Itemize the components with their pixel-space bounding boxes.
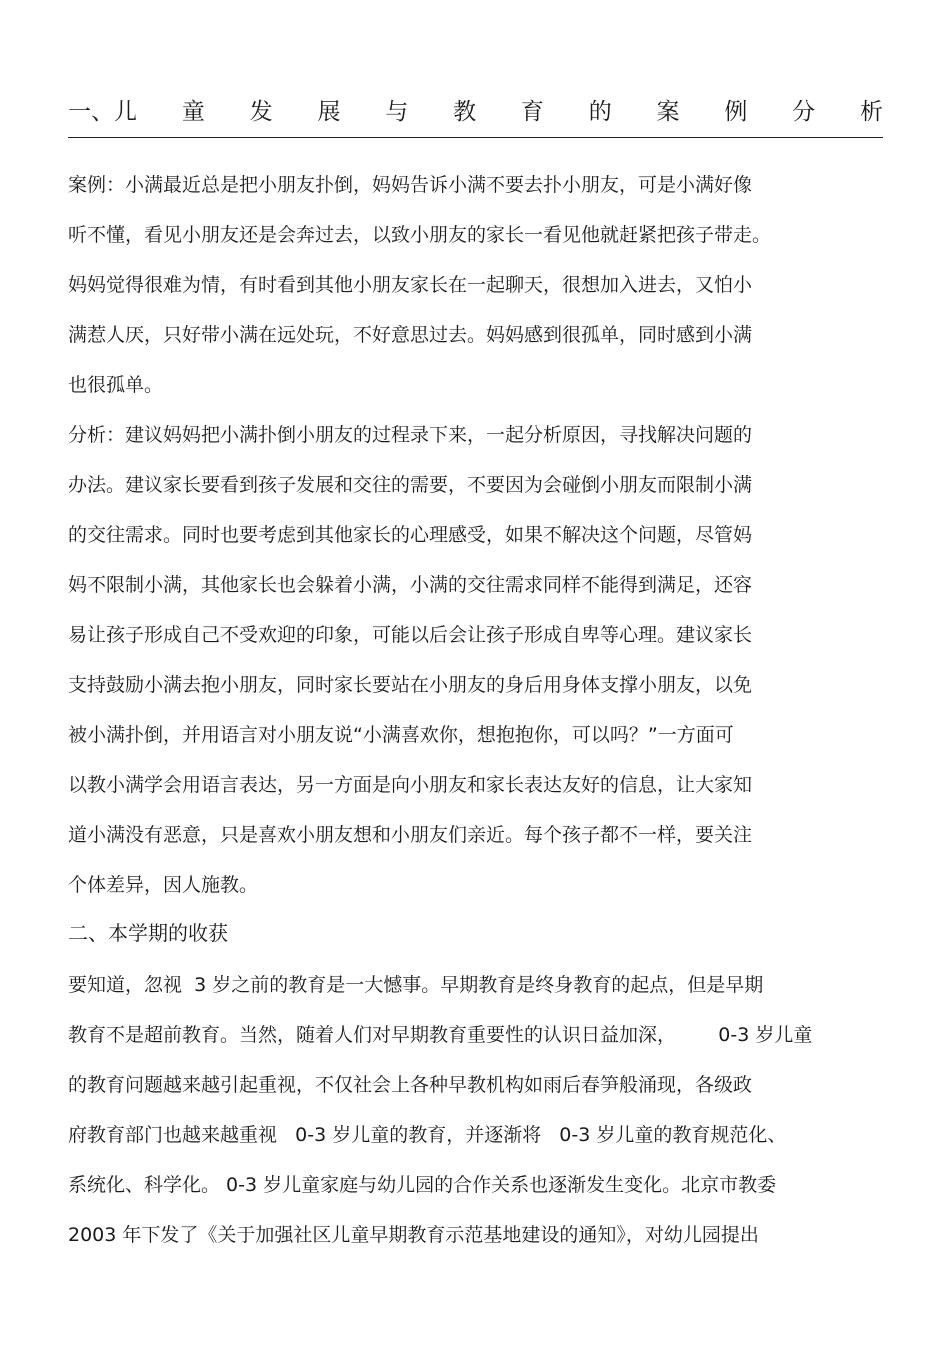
analysis-line: 被小满扑倒，并用语言对小朋友说“小满喜欢你，想抱抱你，可以吗？”一方面可 [68, 724, 734, 746]
title-char: 例 [724, 99, 748, 125]
analysis-line: 道小满没有恶意，只是喜欢小朋友想和小朋友们亲近。每个孩子都不一样，要关注 [68, 824, 753, 846]
case-line: 案例：小满最近总是把小朋友扑倒，妈妈告诉小满不要去扑小朋友，可是小满好像 [68, 174, 753, 196]
case-line: 听不懂，看见小朋友还是会奔过去，以致小朋友的家长一看见他就赶紧把孩子带走。 [68, 224, 772, 246]
title-char: 童 [181, 99, 205, 125]
title-char: 案 [656, 99, 680, 125]
section-heading: 二、本学期的收获 [68, 921, 228, 945]
title-char: 的 [588, 99, 612, 125]
analysis-line: 支持鼓励小满去抱小朋友，同时家长要站在小朋友的身后用身体支撑小朋友，以免 [68, 674, 753, 696]
body-line: 系统化、科学化。 0-3 岁儿童家庭与幼儿园的合作关系也逐渐发生变化。北京市教委 [68, 1174, 777, 1196]
title-char: 析 [859, 99, 883, 125]
body-line: 的教育问题越来越引起重视，不仅社会上各种早教机构如雨后春笋般涌现，各级政 [68, 1074, 753, 1096]
title-char: 分 [792, 99, 816, 125]
case-line: 也很孤单。 [68, 374, 164, 396]
analysis-line: 易让孩子形成自己不受欢迎的印象，可能以后会让孩子形成自卑等心理。建议家长 [68, 624, 753, 646]
body-line: 教育不是超前教育。当然，随着人们对早期教育重要性的认识日益加深， 0-3 岁儿童 [68, 1024, 813, 1046]
title-char: 育 [520, 99, 544, 125]
title-char: 展 [317, 99, 341, 125]
analysis-line: 个体差异，因人施教。 [68, 874, 259, 896]
title-char: 与 [385, 99, 409, 125]
analysis-line: 办法。建议家长要看到孩子发展和交往的需要，不要因为会碰倒小朋友而限制小满 [68, 474, 753, 496]
body-line: 要知道，忽视 3 岁之前的教育是一大憾事。早期教育是终身教育的起点，但是早期 [68, 974, 764, 996]
analysis-line: 分析：建议妈妈把小满扑倒小朋友的过程录下来，一起分析原因，寻找解决问题的 [68, 424, 753, 446]
analysis-line: 妈不限制小满，其他家长也会躲着小满，小满的交往需求同样不能得到满足，还容 [68, 574, 753, 596]
case-line: 妈妈觉得很难为情，有时看到其他小朋友家长在一起聊天，很想加入进去，又怕小 [68, 274, 753, 296]
case-line: 满惹人厌，只好带小满在远处玩，不好意思过去。妈妈感到很孤单，同时感到小满 [68, 324, 753, 346]
analysis-line: 以教小满学会用语言表达，另一方面是向小朋友和家长表达友好的信息，让大家知 [68, 774, 753, 796]
section-title [68, 92, 883, 132]
body-line: 府教育部门也越来越重视 0-3 岁儿童的教育，并逐渐将 0-3 岁儿童的教育规范化、 [68, 1124, 787, 1146]
analysis-line: 的交往需求。同时也要考虑到其他家长的心理感受，如果不解决这个问题，尽管妈 [68, 524, 753, 546]
title-char: 发 [249, 99, 273, 125]
title-char: 教 [453, 99, 477, 125]
title-underline [68, 137, 883, 138]
title-char: 一、儿 [68, 99, 137, 125]
body-line: 2003 年下发了《关于加强社区儿童早期教育示范基地建设的通知》，对幼儿园提出 [68, 1224, 759, 1246]
